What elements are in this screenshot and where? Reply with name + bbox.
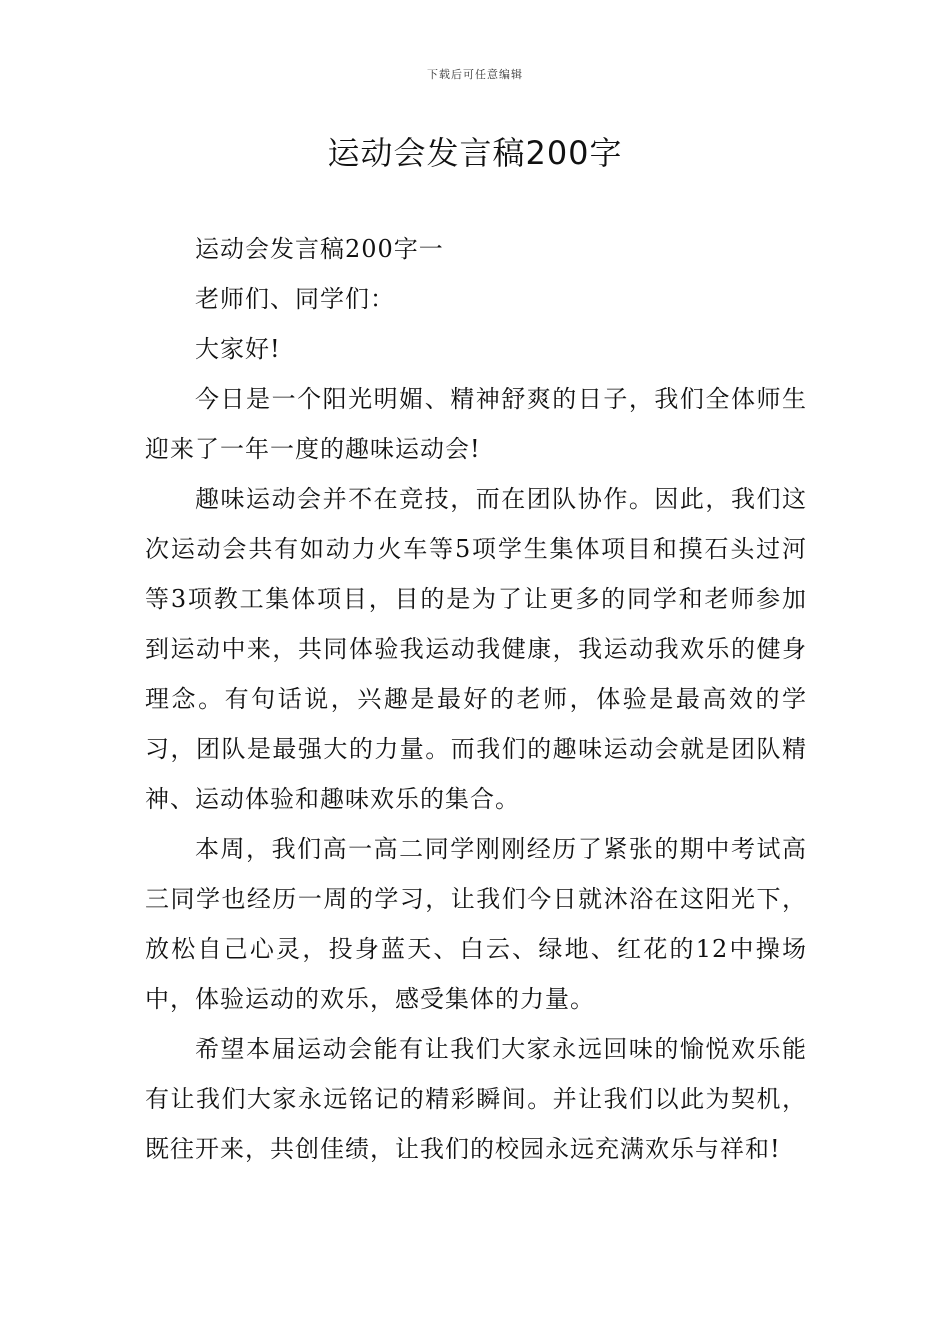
paragraph-subtitle: 运动会发言稿200字一	[195, 235, 444, 263]
paragraph-purpose: 趣味运动会并不在竞技，而在团队协作。因此，我们这次运动会共有如动力火车等5项学生集体项目和摸石头过河等3项教工集体项目，目的是为了让更多的同学和老师参加到运动中来，共同体验我运动我健康，我运动我欢乐的健身理念。有句话说，兴趣是最好的老师，体验是最高效的学习，团队是最强大的力量。而我们的趣味运动会就是团队精神、运动体验和趣味欢乐的集合。	[145, 485, 807, 813]
header-note: 下载后可任意编辑	[427, 68, 523, 81]
document-title: 运动会发言稿200字	[327, 134, 623, 172]
paragraph-opening: 今日是一个阳光明媚、精神舒爽的日子，我们全体师生迎来了一年一度的趣味运动会!	[145, 385, 807, 463]
paragraph-closing: 希望本届运动会能有让我们大家永远回味的愉悦欢乐能有让我们大家永远铭记的精彩瞬间。并让我们以此为契机，既往开来，共创佳绩，让我们的校园永远充满欢乐与祥和!	[145, 1035, 807, 1163]
paragraph-week: 本周，我们高一高二同学刚刚经历了紧张的期中考试高三同学也经历一周的学习，让我们今日就沐浴在这阳光下，放松自己心灵，投身蓝天、白云、绿地、红花的12中操场中，体验运动的欢乐，感受集体的力量。	[145, 835, 807, 1013]
paragraph-greeting: 大家好!	[195, 335, 281, 363]
paragraph-salutation: 老师们、同学们：	[195, 285, 395, 313]
document-body	[145, 224, 807, 1174]
